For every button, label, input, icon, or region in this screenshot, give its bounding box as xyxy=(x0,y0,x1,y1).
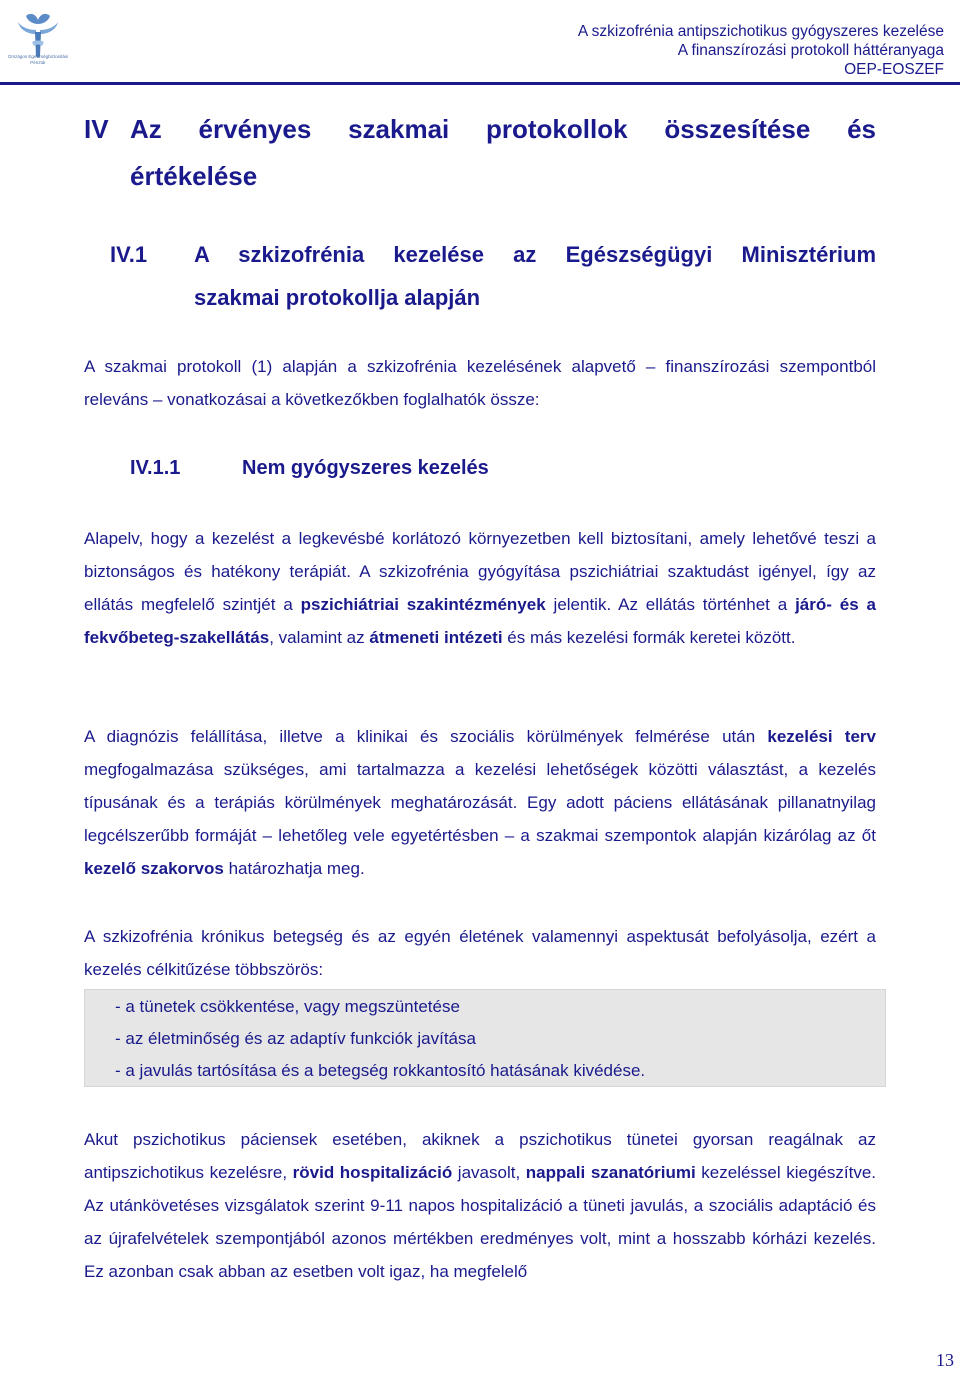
section-title-line-2: szakmai protokollja alapján xyxy=(194,285,481,310)
list-item: - a javulás tartósítása és a betegség rokkantosító hatásának kivédése. xyxy=(115,1061,646,1080)
p4-bold-day-sanatorium: nappali szanatóriumi xyxy=(525,1163,696,1182)
p1-bold-institutions: pszichiátriai szakintézmények xyxy=(300,595,546,614)
paragraph-acute xyxy=(84,1123,876,1288)
subsection-title: Nem gyógyszeres kezelés xyxy=(242,457,489,479)
header-line-1: A szkizofrénia antipszichotikus gyógyszeres kezelése xyxy=(577,23,944,40)
paragraph-chronic: A szkizofrénia krónikus betegség és az egyén életének valamennyi aspektusát befolyásolja, ezért a kezelés célkitűzése többszörös: xyxy=(84,927,876,979)
subsection-number: IV.1.1 xyxy=(130,457,181,479)
header-line-3: OEP-EOSZEF xyxy=(844,61,944,78)
goals-list xyxy=(84,989,886,1087)
section-heading xyxy=(110,233,876,319)
list-item: - az életminőség és az adaptív funkciók javítása xyxy=(115,1029,476,1048)
paragraph-principle xyxy=(84,522,876,654)
p2-text-a: A diagnózis felállítása, illetve a klinikai és szociális körülmények felmérése után xyxy=(84,727,768,746)
page-number: 13 xyxy=(936,1350,954,1370)
p4-text-a: Akut pszichotikus páciensek esetében, akiknek a pszichotikus tünetei gyorsan reagálnak az antipszichotikus kezelésre, xyxy=(84,1130,876,1182)
p2-bold-specialist: kezelő szakorvos xyxy=(84,859,224,878)
p1-text-a: Alapelv, hogy a kezelést a legkevésbé korlátozó környezetben kell biztosítani, amely lehetővé teszi a biztonságos és hatékony terápiát. A szkizofrénia gyógyítása pszichiátriai szaktudást igényel, így az ellátás megfelelő szintjét a xyxy=(84,529,876,614)
p1-bold-care: járó- és a fekvőbeteg-szakellátás xyxy=(84,595,876,647)
p1-text-d: , valamint az xyxy=(269,628,370,647)
intro-paragraph: A szakmai protokoll (1) alapján a szkizofrénia kezelésének alapvető – finanszírozási szempontból releváns – vonatkozásai a következőkben foglalhatók össze: xyxy=(84,357,876,409)
section-number: IV.1 xyxy=(110,242,148,267)
chapter-heading xyxy=(84,106,876,200)
running-header xyxy=(578,22,944,79)
logo-caption: Országos Egészségbiztosítási Pénztár xyxy=(7,54,69,65)
p1-text-e: és más kezelési formák keretei között. xyxy=(502,628,796,647)
p4-text-d: kezeléssel kiegészítve. Az utánkövetéses vizsgálatok szerint 9-11 napos hospitalizáció a tüneti javulás, a szociális adaptáció és az újrafelvételek szempontjából azonos mértékben eredményes volt, mint a hosszabb kórházi kezelés. Ez azonban csak abban az esetben volt igaz, ha megfelelő xyxy=(84,1163,877,1281)
chapter-number: IV xyxy=(84,114,109,144)
p2-bold-treatment-plan: kezelési terv xyxy=(767,727,876,746)
chapter-title-line-1: Az érvényes szakmai protokollok összesítése és xyxy=(130,114,876,144)
section-title-line-1: A szkizofrénia kezelése az Egészségügyi Minisztérium xyxy=(194,242,876,267)
subsection-heading xyxy=(130,452,876,484)
p1-text-c: jelentik. Az ellátás történhet a xyxy=(545,595,796,614)
paragraph-diagnosis xyxy=(84,720,876,885)
p4-text-c: javasolt, xyxy=(452,1163,526,1182)
list-item: - a tünetek csökkentése, vagy megszüntetése xyxy=(115,997,460,1016)
p2-text-d: határozhatja meg. xyxy=(223,859,365,878)
p2-text-c: megfogalmazása szükséges, ami tartalmazza a kezelési lehetőségek közötti választást, a kezelés típusának és a terápiás körülmények meghatározását. Egy adott páciens ellátásának pillanatnyilag legcélszerűbb formáját – lehetőleg vele egyetértésben – a szakmai szempontok alapján kizárólag az őt xyxy=(84,760,876,845)
header-divider xyxy=(0,82,960,85)
p4-bold-short-hospital: rövid hospitalizáció xyxy=(292,1163,453,1182)
p1-bold-transitional: átmeneti intézeti xyxy=(369,628,503,647)
header-line-2: A finanszírozási protokoll háttéranyaga xyxy=(677,42,944,59)
chapter-title-line-2: értékelése xyxy=(130,161,258,191)
